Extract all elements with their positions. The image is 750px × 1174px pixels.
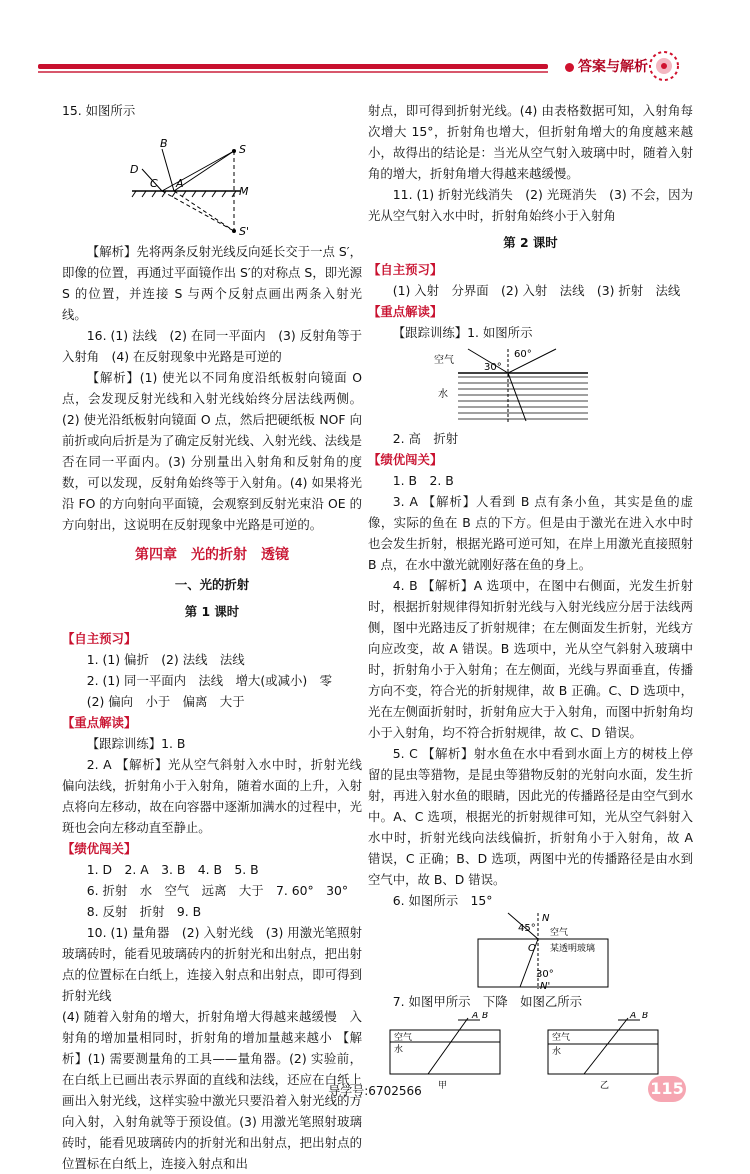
jy1: 1. D 2. A 3. B 4. B 5. B (86, 862, 259, 877)
header-rule-thin (38, 71, 548, 73)
lesson2-title: 第 2 课时 (503, 235, 558, 250)
r-jy5: 5. C 【解析】射水鱼在水中看到水面上方的树枝上停留的昆虫等猎物，是昆虫等猎物反射的光射向水面，发生折射，再进入射水鱼的眼睛，因此光的传播路径是由空气到水中。A、C 选项，根据光的折射规律可知，光从空气斜射入水中时，折射光线向法线偏折，折射角小于入射角，故 A 错误，C 正确；B、D 选项，两图中光的传播路径是由水到空气中，故 B、D 错误。 (368, 746, 693, 887)
r-gz2: 2. 高 折射 (392, 431, 459, 446)
lesson-title: 第 1 课时 (184, 604, 240, 619)
footer-code: 导学号:6702566 (328, 1084, 422, 1098)
svg-text:30°: 30° (536, 969, 554, 980)
jy10b: (4) 随着入射角的增大，折射角增大得越来越缓慢 入射角的增加量相同时，折射角的增加量越来越小 【解析】(1) 需要测量角的工具——量角器。(2) 实验前，在白纸上已画出表示界面的直线和法线，还应在白纸上画出入射光线，这样实验中激光只要沿着入射光线的方向入射，入射角就等于预设值。(3) 用激光笔照射玻璃砖时，能看见玻璃砖内的折射光和出射点，把出射点的位置标在白纸上，连接入射点和出 (62, 1009, 362, 1171)
r-jy3: 3. A 【解析】人看到 B 点有条小鱼，其实是鱼的虚像，实际的鱼在 B 点的下方。但是由于激光在进入水中时也会发生折射，根据光路可逆可知，在岸上用激光直接照射 B 点，在水中激光就刚好落在鱼的身上。 (368, 494, 693, 572)
figure-mirror-reflection (62, 121, 362, 241)
svg-text:45°: 45° (518, 923, 536, 934)
page-number: 115 (648, 1076, 686, 1102)
section-preview-2: 【自主预习】 (368, 262, 443, 277)
header-title: 答案与解析 (565, 56, 648, 76)
svg-text:水: 水 (394, 1045, 404, 1055)
analysis16: 【解析】(1) 使光以不同角度沿纸板射向镜面 O 点，会发现反射光线和入射光线始终分居法线两侧。(2) 使光沿纸板射向镜面 O 点，然后把硬纸板 NOF 向前折或向后折是为了确定反射光线、入射光线、法线是否在同一平面内。(3) 分别量出入射角和反射角的度数，可以发现，反射角始终等于入射角。(4) 如果将光沿 FO 的方向射向平面镜，会观察到反射光束沿 OE 的方向射出，这说明在反射现象中光路是可逆的。 (62, 370, 362, 532)
figure-refraction-water (368, 343, 693, 428)
svg-text:空气: 空气 (550, 928, 569, 938)
gz2: 2. A 【解析】光从空气斜射入水中时，折射光线偏向法线，折射角小于入射角，随着水面的上升，入射点将向左移动，故在向容器中逐渐加满水的过程中，光斑也会向左移动直至静止。 (62, 757, 362, 835)
r-jy6: 6. 如图所示 15° (392, 893, 493, 908)
svg-text:空气: 空气 (552, 1033, 571, 1043)
q16: 16. (1) 法线 (2) 在同一平面内 (3) 反射角等于入射角 (4) 在反射现象中光路是可逆的 (62, 328, 362, 364)
svg-text:空气: 空气 (394, 1033, 413, 1043)
svg-text:空气: 空气 (434, 355, 454, 366)
svg-text:60°: 60° (514, 349, 532, 360)
svg-text:B: B (160, 137, 168, 150)
svg-text:S': S' (239, 225, 250, 238)
section-preview: 【自主预习】 (62, 631, 137, 646)
section-key-2: 【重点解读】 (368, 304, 443, 319)
zz1: 1. (1) 偏折 (2) 法线 法线 (86, 652, 245, 667)
svg-text:A: A (472, 1012, 479, 1021)
zz3: (2) 偏向 小于 偏离 大于 (86, 694, 245, 709)
svg-text:N: N (542, 913, 550, 924)
figure-glass-block (368, 911, 693, 991)
svg-text:乙: 乙 (600, 1081, 610, 1091)
flower-logo-icon (640, 44, 688, 88)
section-excellent-2: 【绩优闯关】 (368, 452, 443, 467)
section-key: 【重点解读】 (62, 715, 137, 730)
svg-text:S: S (239, 143, 246, 156)
svg-text:水: 水 (552, 1047, 562, 1057)
jy8: 8. 反射 折射 9. B (86, 904, 202, 919)
q15: 15. 如图所示 (62, 103, 136, 118)
svg-text:D: D (130, 163, 139, 176)
section-excellent: 【绩优闯关】 (62, 841, 137, 856)
analysis15: 【解析】先将两条反射光线反向延长交于一点 S′，即像的位置，再通过平面镜作出 S′的对称点 S，即光源 S 的位置，并连接 S 与两个反射点画出两条入射光线。 (62, 244, 362, 322)
svg-text:N': N' (540, 981, 551, 991)
page-header (0, 0, 750, 90)
svg-text:水: 水 (438, 389, 448, 400)
figure-7-jia-yi (368, 1012, 693, 1092)
cont1: 射点，即可得到折射光线。(4) 由表格数据可知，入射角每次增大 15°，折射角也增大，但折射角增大的角度越来越小，故得出的结论是：当光从空气射入玻璃中时，随着入射角的增大，折射角增大得越来越缓慢。 (368, 103, 693, 181)
right-column (368, 100, 693, 1092)
svg-text:A: A (176, 177, 184, 190)
jy10: 10. (1) 量角器 (2) 入射光线 (3) 用激光笔照射玻璃砖时，能看见玻璃砖内的折射光和出射点，把出射点的位置标在白纸上，连接入射点和出射点，即可得到折射光线 (62, 925, 362, 1003)
q11: 11. (1) 折射光线消失 (2) 光斑消失 (3) 不会，因为光从空气射入水中时，折射角始终小于入射角 (368, 187, 693, 223)
r-gz1: 【跟踪训练】1. 如图所示 (392, 325, 533, 340)
svg-text:C: C (150, 177, 158, 190)
svg-text:O: O (528, 943, 536, 954)
zz2: 2. (1) 同一平面内 法线 增大(或减小) 零 (86, 673, 332, 688)
svg-text:M: M (239, 185, 249, 198)
chapter-title: 第四章 光的折射 透镜 (135, 547, 289, 563)
r-zz1: (1) 入射 分界面 (2) 入射 法线 (3) 折射 法线 (392, 283, 681, 298)
header-rule (38, 64, 548, 69)
r-jy1: 1. B 2. B (392, 473, 454, 488)
r-jy7: 7. 如图甲所示 下降 如图乙所示 (392, 994, 583, 1009)
jy6: 6. 折射 水 空气 远离 大于 7. 60° 30° (86, 883, 349, 898)
bullet-icon (565, 63, 574, 72)
svg-text:A: A (630, 1012, 637, 1021)
left-column (62, 100, 362, 1174)
r-jy4: 4. B 【解析】A 选项中，在图中右侧面，光发生折射时，根据折射规律得知折射光线与入射光线应分居于法线两侧，图中光路违反了折射规律；在左侧面发生折射，光线方向应改变，故 A 错误。B 选项中，光从空气斜射入玻璃中时，折射角小于入射角；在左侧面，光线与界面垂直，传播方向不变，符合光的折射规律，故 B 正确。C、D 选项中，光在左侧面折射时，折射角应大于入射角，而图中折射角均小于入射角，均不符合折射规律，故 C、D 错误。 (368, 578, 693, 740)
svg-text:某透明玻璃: 某透明玻璃 (550, 944, 596, 954)
svg-text:B: B (642, 1012, 649, 1021)
section-title: 一、光的折射 (174, 577, 250, 592)
svg-text:甲: 甲 (438, 1081, 448, 1091)
svg-text:30°: 30° (484, 362, 502, 373)
svg-text:B: B (482, 1012, 489, 1021)
gz1: 【跟踪训练】1. B (86, 736, 186, 751)
